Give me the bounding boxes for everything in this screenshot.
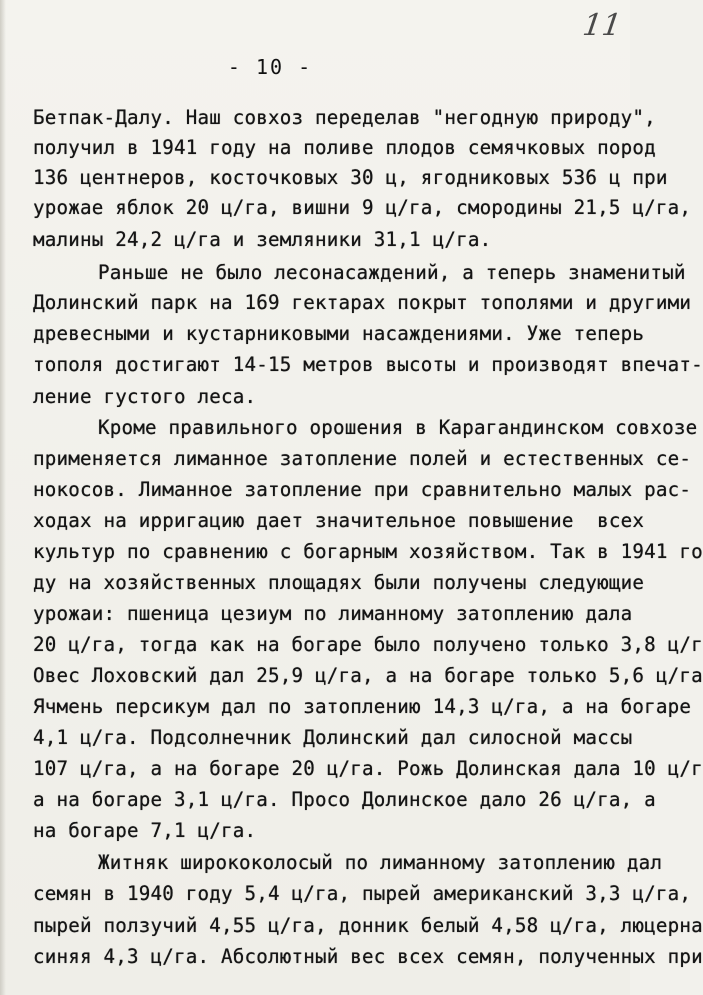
text-line: Ячмень персикум дал по затоплению 14,3 ц/га, а на богаре: [33, 695, 692, 718]
text-line: урожаи: пшеница цезиум по лиманному затоплению дала: [33, 602, 633, 625]
text-line: семян в 1940 году 5,4 ц/га, пырей американский 3,3 ц/га,: [33, 882, 692, 905]
text-line: 4,1 ц/га. Подсолнечник Долинский дал силосной массы: [33, 726, 633, 749]
text-line: нокосов. Лиманное затопление при сравнительно малых рас-: [33, 478, 692, 501]
text-line: Бетпак-Далу. Наш совхоз переделав "негодную природу",: [33, 106, 656, 129]
text-line: ходах на ирригацию дает значительное повышение всех: [33, 509, 645, 532]
text-line: получил в 1941 году на поливе плодов семячковых пород: [33, 136, 656, 159]
text-line: Долинский парк на 169 гектарах покрыт тополями и другими: [33, 291, 692, 314]
text-line: малины 24,2 ц/га и земляники 31,1 ц/га.: [33, 228, 492, 251]
text-line: а на богаре 3,1 ц/га. Просо Долинское дало 26 ц/га, а: [33, 788, 656, 811]
text-line: ду на хозяйственных площадях были получены следующие: [33, 571, 645, 594]
text-line: древесными и кустарниковыми насаждениями. Уже теперь: [33, 322, 645, 345]
text-line: Овес Лоховский дал 25,9 ц/га, а на богаре только 5,6 ц/га: [33, 664, 703, 687]
page-edge-shadow: [0, 0, 6, 995]
text-line: 20 ц/га, тогда как на богаре было получено только 3,8 ц/г: [33, 633, 703, 656]
text-line: 136 центнеров, косточковых 30 ц, ягодниковых 536 ц при: [33, 166, 668, 189]
text-line: применяется лиманное затопление полей и естественных се-: [33, 447, 692, 470]
paragraph-first-line: Житняк ширококолосый по лиманному затоплению дал: [98, 851, 663, 874]
text-line: на богаре 7,1 ц/га.: [33, 819, 257, 842]
text-line: культур по сравнению с богарным хозяйством. Так в 1941 го: [33, 540, 703, 563]
text-line: синяя 4,3 ц/га. Абсолютный вес всех семян, полученных при: [33, 945, 703, 968]
text-line: ление густого леса.: [33, 385, 257, 408]
text-line: пырей ползучий 4,55 ц/га, донник белый 4,58 ц/га, люцерна: [33, 914, 703, 937]
paragraph-first-line: Кроме правильного орошения в Карагандинском совхозе: [98, 416, 698, 439]
text-line: урожае яблок 20 ц/га, вишни 9 ц/га, смородины 21,5 ц/га,: [33, 196, 692, 219]
page-number: - 10 -: [227, 55, 313, 79]
text-line: 107 ц/га, а на богаре 20 ц/га. Рожь Долинская дала 10 ц/г: [33, 757, 703, 780]
text-line: тополя достигают 14-15 метров высоты и производят впечат-: [33, 353, 703, 376]
paragraph-first-line: Раньше не было лесонасаждений, а теперь знаменитый: [98, 261, 686, 284]
handwritten-page-mark: 11: [580, 8, 624, 43]
